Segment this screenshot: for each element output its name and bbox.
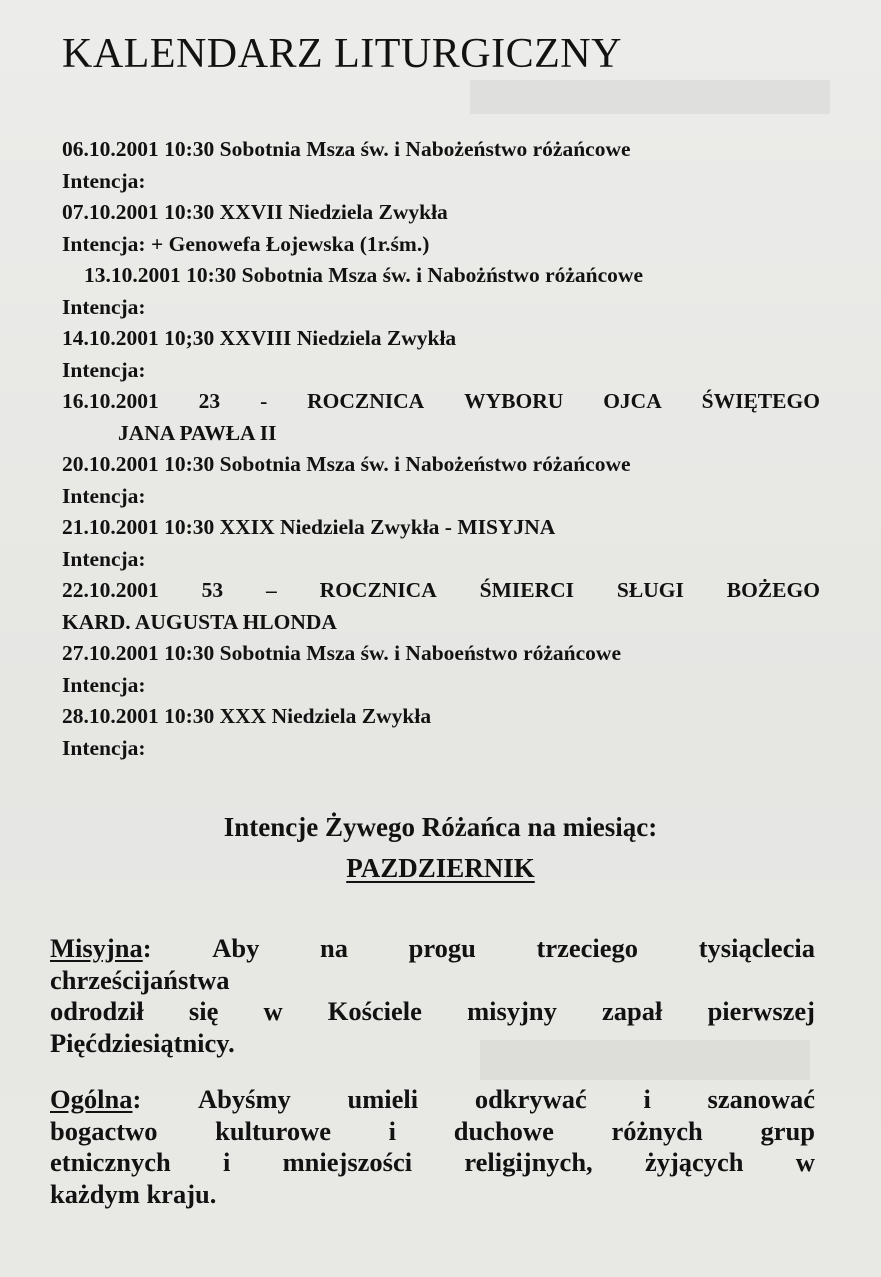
calendar-intention: Intencja: — [62, 168, 146, 193]
calendar-entry: 07.10.2001 10:30 XXVII Niedziela Zwykła — [62, 200, 448, 224]
word: ŚWIĘTEGO — [701, 389, 820, 413]
calendar-intention: Intencja: — [62, 735, 146, 760]
calendar-entry: 27.10.2001 10:30 Sobotnia Msza św. i Naboeństwo różańcowe — [62, 641, 621, 665]
word: w — [263, 996, 283, 1026]
calendar-entry: 28.10.2001 10:30 XXX Niedziela Zwykła — [62, 704, 432, 728]
general-intention — [50, 1084, 815, 1210]
rosary-month — [0, 853, 881, 884]
word: trzeciego — [536, 933, 639, 963]
word: ŚMIERCI — [479, 578, 575, 602]
word: – — [266, 578, 277, 602]
justified-line — [50, 1084, 815, 1116]
word: Abyśmy — [198, 1084, 291, 1114]
word: szanować — [707, 1084, 815, 1114]
calendar-entry: 13.10.2001 10:30 Sobotnia Msza św. i Nabożństwo różańcowe — [84, 263, 643, 287]
word: kulturowe — [215, 1115, 331, 1146]
word: SŁUGI — [616, 578, 684, 602]
word: 23 — [198, 389, 221, 413]
general-label: Ogólna — [50, 1084, 133, 1114]
word: zapał — [602, 996, 663, 1026]
text-line: chrześcijaństwa — [50, 964, 230, 995]
word: umieli — [347, 1084, 419, 1114]
calendar-intention: Intencja: — [62, 294, 146, 319]
word: w — [795, 1147, 815, 1177]
word: tysiąclecia — [698, 933, 815, 963]
word: etnicznych — [50, 1147, 171, 1177]
word: odrodził — [50, 996, 144, 1026]
general-label-group: Ogólna: — [50, 1084, 142, 1114]
word: na — [320, 933, 348, 963]
justified-line — [50, 996, 815, 1028]
word: grup — [760, 1115, 815, 1146]
word: misyjny — [467, 996, 557, 1026]
justified-line — [50, 933, 815, 965]
word: 22.10.2001 — [62, 578, 159, 602]
word: Aby — [212, 933, 260, 963]
calendar-intention: Intencja: — [62, 546, 146, 571]
word: się — [188, 996, 219, 1026]
calendar-entry: 20.10.2001 10:30 Sobotnia Msza św. i Nabożeństwo różańcowe — [62, 452, 631, 476]
word: Kościele — [327, 996, 422, 1026]
justified-line — [50, 1116, 815, 1148]
word: 16.10.2001 — [62, 389, 159, 413]
word: WYBORU — [464, 389, 564, 413]
justified-line — [50, 1147, 815, 1179]
word: pierwszej — [707, 996, 815, 1026]
calendar-entry: 06.10.2001 10:30 Sobotnia Msza św. i Nabożeństwo różańcowe — [62, 137, 631, 161]
word: duchowe — [453, 1115, 554, 1146]
word: OJCA — [603, 389, 662, 413]
calendar-entry: 14.10.2001 10;30 XXVIII Niedziela Zwykła — [62, 326, 457, 350]
word: żyjących — [644, 1147, 744, 1177]
word: i — [222, 1147, 231, 1177]
anniversary-papal-election — [62, 386, 820, 418]
missionary-label: Misyjna — [50, 933, 143, 963]
rosary-heading: Intencje Żywego Różańca na miesiąc: — [223, 812, 658, 842]
anniversary-continuation: JANA PAWŁA II — [118, 420, 277, 445]
word: 53 — [201, 578, 224, 602]
word: i — [643, 1084, 651, 1114]
word: różnych — [611, 1115, 703, 1146]
word: odkrywać — [474, 1084, 587, 1114]
word: ROCZNICA — [319, 578, 437, 602]
calendar-intention: Intencja: — [62, 483, 146, 508]
word: religijnych, — [464, 1147, 593, 1177]
missionary-label-group: Misyjna: — [50, 933, 152, 963]
month-label: PAZDZIERNIK — [346, 853, 535, 883]
calendar-intention: Intencja: — [62, 672, 146, 697]
text-line: każdym kraju. — [50, 1178, 217, 1209]
anniversary-hlond-death — [62, 575, 820, 607]
calendar-intention: Intencja: + Genowefa Łojewska (1r.śm.) — [62, 231, 430, 256]
calendar-intention: Intencja: — [62, 357, 146, 382]
word: mniejszości — [282, 1147, 413, 1177]
word: - — [260, 389, 268, 413]
calendar-entry: 21.10.2001 10:30 XXIX Niedziela Zwykła - MISYJNA — [62, 515, 556, 539]
word: bogactwo — [50, 1115, 158, 1146]
liturgical-calendar — [62, 134, 824, 764]
word: ROCZNICA — [307, 389, 425, 413]
word: i — [388, 1115, 397, 1146]
word: progu — [408, 933, 476, 963]
word: BOŻEGO — [726, 578, 820, 602]
missionary-intention — [50, 933, 815, 1059]
anniversary-continuation: KARD. AUGUSTA HLONDA — [62, 609, 337, 634]
bleed-through-shape — [470, 80, 830, 114]
text-line: Pięćdziesiątnicy. — [50, 1027, 235, 1058]
page-title: KALENDARZ LITURGICZNY — [62, 31, 622, 77]
